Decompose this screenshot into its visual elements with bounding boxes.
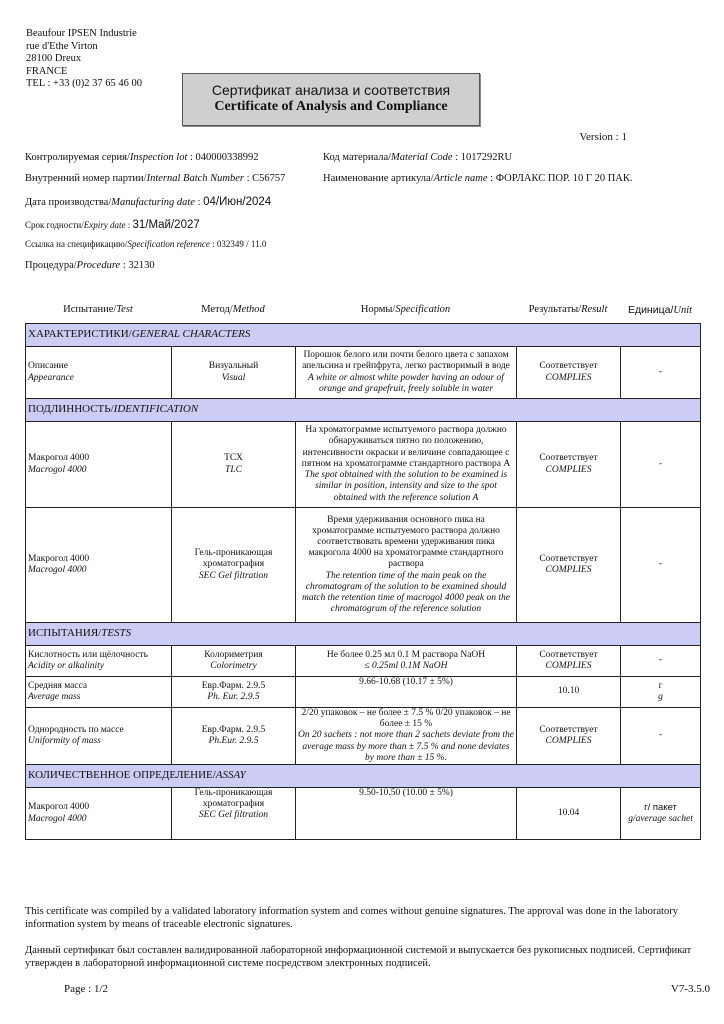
header-specification — [295, 304, 516, 316]
footer-note-en: This certificate was compiled by a validated laboratory information system and comes without genuine signatures. The approval was done in the laboratory information system by means of traceable electronic signatures. — [25, 906, 678, 930]
cell-specification — [296, 422, 517, 508]
field-value: : 040000338992 — [187, 152, 259, 163]
cell-test — [26, 788, 172, 840]
spec-en: The retention time of the main peak on the chromatogram of the solution to be examined should match the retention time of macrogol 4000 peak on the chromatogram of the reference solution — [302, 570, 510, 615]
result-en: COMPLIES — [545, 464, 592, 475]
cell-result — [517, 788, 621, 840]
header-method — [171, 304, 295, 316]
header-en: Unit — [673, 305, 693, 316]
company-name: Beaufour IPSEN Industrie — [26, 28, 137, 39]
result-en: COMPLIES — [545, 372, 592, 383]
result-en: COMPLIES — [545, 565, 592, 575]
test-en: Macrogol 4000 — [28, 464, 87, 475]
method-ru: Визуальный — [208, 361, 259, 372]
field-label-ru: Ссылка на спецификацию/ — [25, 239, 128, 249]
section-title — [26, 623, 701, 646]
method-en: Colorimetry — [210, 661, 257, 671]
section-title — [26, 765, 701, 788]
inspection-lot-field — [25, 152, 259, 163]
header-ru: Результаты/ — [528, 304, 582, 315]
batch-number-field — [25, 173, 285, 184]
table-row — [26, 422, 701, 508]
method-ru: Гель-проникающая хроматография — [194, 788, 273, 810]
method-en: SEC Gel filtration — [198, 810, 269, 821]
cell-method — [172, 422, 296, 508]
field-label-en: Specification reference — [127, 239, 210, 249]
field-label-en: Manufacturing date — [111, 197, 195, 208]
test-ru: Макрогол 4000 — [28, 553, 90, 564]
version-label: Version : 1 — [579, 131, 627, 143]
field-label-en: Article name — [433, 173, 488, 184]
field-sep: : — [125, 220, 133, 230]
expiry-date-field — [25, 219, 200, 231]
unit-ru: - — [658, 458, 663, 469]
cell-result — [517, 422, 621, 508]
company-phone: TEL : +33 (0)2 37 65 46 00 — [26, 78, 143, 90]
method-en: TLC — [225, 464, 242, 475]
field-label-en: Material Code — [391, 152, 453, 163]
cell-method — [172, 788, 296, 840]
result-ru: 10.10 — [557, 686, 580, 697]
company-city: 28100 Dreux — [26, 53, 82, 65]
field-label-en: Internal Batch Number — [146, 173, 244, 184]
table-row — [26, 347, 701, 399]
table-row — [26, 677, 701, 708]
field-label-ru: Код материала/ — [323, 152, 392, 163]
cell-result — [517, 677, 621, 708]
field-value: : 32130 — [120, 260, 155, 271]
spec-en: On 20 sachets : not more than 2 sachets deviate from the average mass by more than ± 7.5 % and none deviates by more than ± 15 %. — [298, 730, 514, 763]
table-row — [26, 708, 701, 765]
result-ru: Соответствует — [539, 453, 598, 464]
test-en: Uniformity of mass — [28, 736, 101, 746]
cell-method — [172, 347, 296, 399]
section-title-en: ASSAY — [215, 769, 246, 782]
section-title-ru: ПОДЛИННОСТЬ/ — [28, 403, 114, 416]
cell-test — [26, 646, 172, 677]
field-value: : ФОРЛАКС ПОР. 10 Г 20 ПАК. — [487, 173, 633, 184]
table-row — [26, 788, 701, 840]
page-number: Page : 1/2 — [64, 983, 108, 995]
certificate-title-box — [182, 73, 480, 126]
method-ru: ТСХ — [224, 453, 243, 464]
unit-en: g — [658, 692, 663, 702]
cell-test — [26, 708, 172, 765]
company-country: FRANCE — [26, 65, 68, 77]
unit-ru: - — [658, 655, 663, 666]
cell-test — [26, 508, 172, 623]
field-label-ru: Дата производства/ — [25, 197, 112, 208]
spec-ru: Не более 0.25 мл 0.1 М раствора NaOH — [326, 649, 486, 660]
cell-result — [517, 646, 621, 677]
spec-en: A white or almost white powder having an odour of orange and grapefruit, freely soluble in water — [308, 372, 504, 394]
section-title-ru: КОЛИЧЕСТВЕННОЕ ОПРЕДЕЛЕНИЕ/ — [28, 769, 216, 782]
field-value: 31/Май/2027 — [132, 219, 200, 231]
cell-specification — [296, 677, 517, 708]
header-unit — [620, 304, 700, 316]
cell-unit — [621, 347, 701, 399]
cell-specification — [296, 347, 517, 399]
result-ru: 10.04 — [557, 807, 580, 818]
section-title-en: GENERAL CHARACTERS — [131, 328, 251, 341]
field-value: : C56757 — [244, 173, 286, 184]
unit-ru: - — [658, 366, 663, 377]
cell-specification — [296, 788, 517, 840]
company-address — [26, 28, 142, 91]
header-en: Result — [581, 304, 608, 315]
cell-unit — [621, 708, 701, 765]
spec-ru: 9.66-10.68 (10.17 ± 5%) — [359, 677, 453, 687]
section-title-en: IDENTIFICATION — [113, 403, 199, 416]
field-label-en: Inspection lot — [129, 152, 188, 163]
header-en: Method — [232, 304, 265, 315]
result-ru: Соответствует — [539, 724, 598, 735]
method-en: Ph.Eur. 2.9.5 — [208, 736, 259, 746]
cell-unit — [621, 788, 701, 840]
document-version: V7-3.5.0 — [670, 983, 710, 995]
field-sep: : — [194, 197, 204, 208]
section-header-row — [26, 765, 701, 788]
test-ru: Описание — [28, 361, 68, 372]
field-label-ru: Внутренний номер партии/ — [25, 173, 147, 184]
test-en: Average mass — [28, 692, 81, 702]
section-header-row — [26, 324, 701, 347]
cell-method — [172, 708, 296, 765]
section-title-en: TESTS — [101, 627, 132, 640]
results-table-header — [25, 304, 700, 316]
field-label-ru: Процедура/ — [25, 260, 77, 271]
header-ru: Единица/ — [627, 304, 674, 316]
header-ru: Метод/ — [201, 304, 233, 315]
section-header-row — [26, 399, 701, 422]
spec-ru: Порошок белого или почти белого цвета с запахом апельсина и грейпфрута, легко растворимый в воде — [302, 350, 510, 372]
result-en: COMPLIES — [545, 661, 592, 671]
test-en: Appearance — [28, 372, 74, 383]
spec-ru: Время удерживания основного пика на хроматограмме испытуемого раствора должно соответствовать времени удерживания пика макрогола 4000 на хроматограмме стандартного раствора — [308, 514, 504, 570]
cell-method — [172, 646, 296, 677]
field-value: : 1017292RU — [452, 152, 513, 163]
result-en: COMPLIES — [545, 736, 592, 746]
company-street: rue d'Ethe Virton — [26, 40, 98, 52]
header-ru: Нормы/ — [360, 304, 396, 315]
method-ru: Колориметрия — [204, 649, 263, 660]
cell-unit — [621, 422, 701, 508]
title-ru: Сертификат анализа и соответствия — [211, 82, 451, 98]
header-en: Specification — [395, 304, 451, 315]
test-ru: Макрогол 4000 — [28, 802, 90, 813]
cell-unit — [621, 508, 701, 623]
field-label-ru: Контролируемая серия/ — [25, 152, 130, 163]
section-title-ru: ИСПЫТАНИЯ/ — [28, 627, 102, 640]
section-title — [26, 399, 701, 422]
cell-specification — [296, 508, 517, 623]
test-en: Macrogol 4000 — [28, 565, 87, 575]
cell-method — [172, 508, 296, 623]
test-ru: Макрогол 4000 — [28, 453, 90, 464]
test-en: Macrogol 4000 — [28, 813, 87, 824]
field-value: 04/Июн/2024 — [203, 196, 272, 208]
procedure-field — [25, 260, 155, 271]
test-ru: Средняя масса — [28, 680, 88, 691]
unit-ru: г/ пакет — [644, 802, 677, 814]
cell-result — [517, 508, 621, 623]
title-en: Certificate of Analysis and Compliance — [214, 99, 448, 114]
spec-reference-field — [25, 239, 266, 249]
result-ru: Соответствует — [539, 553, 598, 564]
section-title-ru: ХАРАКТЕРИСТИКИ/ — [28, 328, 132, 341]
footer-note-ru: Данный сертификат был составлен валидированной лабораторной информационной системой и выпускается без рукописных подписей. Сертификат утвержден в лабораторной информационной системе посредством электронных подписей. — [25, 945, 692, 969]
method-en: SEC Gel filtration — [198, 570, 269, 581]
unit-ru: - — [658, 559, 663, 570]
test-ru: Кислотность или щёлочность — [28, 649, 148, 660]
result-ru: Соответствует — [539, 649, 598, 660]
method-ru: Евр.Фарм. 2.9.5 — [201, 680, 266, 691]
table-row — [26, 508, 701, 623]
field-label-ru: Срок годности/ — [25, 220, 84, 230]
material-code-field — [323, 152, 512, 163]
cell-test — [26, 347, 172, 399]
cell-unit — [621, 677, 701, 708]
section-title — [26, 324, 701, 347]
article-name-field — [323, 173, 633, 184]
unit-en: g/average sachet — [628, 813, 693, 824]
test-ru: Однородность по массе — [28, 724, 124, 735]
unit-ru: г — [658, 680, 663, 691]
field-value: : 032349 / 11.0 — [209, 239, 267, 249]
spec-en: The spot obtained with the solution to be examined is similar in position, intensity and size to the spot obtained with the reference solution A — [304, 470, 508, 503]
spec-ru: 2/20 упаковок – не более ± 7.5 % 0/20 упаковок – не более ± 15 % — [301, 708, 511, 730]
header-result — [516, 304, 620, 316]
spec-ru: 9.50-10.50 (10.00 ± 5%) — [359, 788, 453, 799]
cell-specification — [296, 646, 517, 677]
cell-result — [517, 347, 621, 399]
header-ru: Испытание/ — [63, 304, 117, 315]
cell-specification — [296, 708, 517, 765]
header-test — [25, 304, 171, 316]
results-table — [25, 323, 701, 840]
field-label-en: Procedure — [76, 260, 121, 271]
header-en: Test — [116, 304, 133, 315]
spec-en: ≤ 0.25ml 0.1M NaOH — [364, 661, 448, 671]
cell-method — [172, 677, 296, 708]
field-label-ru: Наименование артикула/ — [323, 173, 434, 184]
manufacturing-date-field — [25, 196, 271, 208]
unit-ru: - — [658, 730, 663, 741]
method-en: Ph. Eur. 2.9.5 — [207, 692, 260, 702]
method-ru: Гель-проникающая хроматография — [194, 548, 273, 570]
cell-test — [26, 677, 172, 708]
cell-result — [517, 708, 621, 765]
method-ru: Евр.Фарм. 2.9.5 — [201, 724, 266, 735]
table-row — [26, 646, 701, 677]
spec-ru: На хроматограмме испытуемого раствора должно обнаруживаться пятно по положению, интенсивности окраски и величине совпадающее с пятном на хроматограмме стандартного раствора А — [301, 425, 511, 469]
field-label-en: Expiry date — [83, 220, 126, 230]
cell-test — [26, 422, 172, 508]
method-en: Visual — [221, 372, 246, 383]
test-en: Acidity or alkalinity — [28, 661, 104, 671]
result-ru: Соответствует — [539, 361, 598, 372]
section-header-row — [26, 623, 701, 646]
cell-unit — [621, 646, 701, 677]
